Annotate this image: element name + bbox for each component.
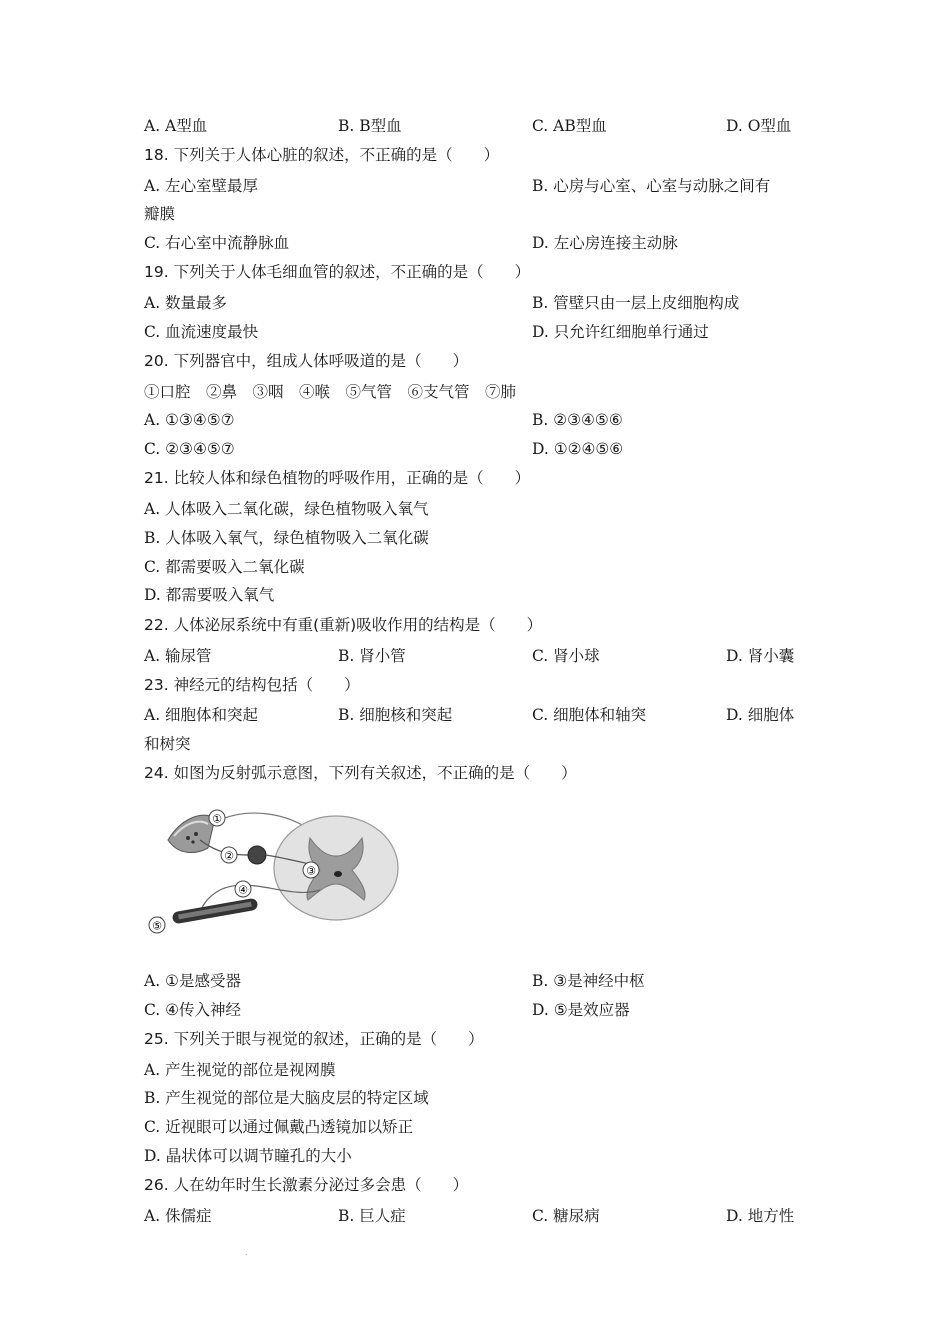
q18-stem: 18. 下列关于人体心脏的叙述，不正确的是（ ） bbox=[144, 146, 500, 164]
q21-option-d: D. 都需要吸入氧气 bbox=[144, 586, 275, 604]
q23-option-a: A. 细胞体和突起 bbox=[144, 706, 259, 724]
q23-option-c: C. 细胞体和轴突 bbox=[532, 706, 647, 724]
label-5-badge bbox=[146, 914, 168, 936]
q22-stem: 22. 人体泌尿系统中有重(重新)吸收作用的结构是（ ） bbox=[144, 616, 543, 634]
q25-option-a: A. 产生视觉的部位是视网膜 bbox=[144, 1061, 336, 1079]
label-3: ③ bbox=[306, 864, 316, 878]
q21-stem: 21. 比较人体和绿色植物的呼吸作用，正确的是（ ） bbox=[144, 469, 531, 487]
receptor-skin bbox=[168, 815, 215, 852]
q17-option-a: A. A型血 bbox=[144, 117, 208, 135]
q25-option-c: C. 近视眼可以通过佩戴凸透镜加以矫正 bbox=[144, 1118, 414, 1136]
q18-option-c: C. 右心室中流静脉血 bbox=[144, 234, 290, 252]
q23-option-d: D. 细胞体 bbox=[726, 706, 795, 724]
q23-option-b: B. 细胞核和突起 bbox=[338, 706, 453, 724]
q21-option-a: A. 人体吸入二氧化碳，绿色植物吸入氧气 bbox=[144, 500, 429, 518]
q19-option-d: D. 只允许红细胞单行通过 bbox=[532, 323, 709, 341]
q24-stem: 24. 如图为反射弧示意图，下列有关叙述，不正确的是（ ） bbox=[144, 764, 577, 782]
q24-option-c: C. ④传入神经 bbox=[144, 1001, 242, 1019]
q19-option-a: A. 数量最多 bbox=[144, 294, 228, 312]
q23-option-d-wrap: 和树突 bbox=[144, 735, 191, 753]
q20-stem: 20. 下列器官中，组成人体呼吸道的是（ ） bbox=[144, 352, 469, 370]
q20-option-d: D. ①②④⑤⑥ bbox=[532, 440, 624, 458]
q21-option-c: C. 都需要吸入二氧化碳 bbox=[144, 558, 305, 576]
q17-option-c: C. AB型血 bbox=[532, 117, 607, 135]
ganglion bbox=[248, 846, 266, 864]
effector-muscle bbox=[172, 898, 259, 925]
q25-option-d: D. 晶状体可以调节瞳孔的大小 bbox=[144, 1147, 352, 1165]
q26-option-c: C. 糖尿病 bbox=[532, 1207, 600, 1225]
nerve-arc-top bbox=[215, 813, 310, 830]
q20-option-b: B. ②③④⑤⑥ bbox=[532, 411, 623, 429]
q22-option-c: C. 肾小球 bbox=[532, 647, 600, 665]
reflex-arc-svg bbox=[160, 800, 405, 940]
label-1: ① bbox=[212, 812, 222, 826]
q20-option-c: C. ②③④⑤⑦ bbox=[144, 440, 235, 458]
q17-option-d: D. O型血 bbox=[726, 117, 792, 135]
q18-option-a: A. 左心室壁最厚 bbox=[144, 177, 259, 195]
q22-option-d: D. 肾小囊 bbox=[726, 647, 795, 665]
q24-option-a: A. ①是感受器 bbox=[144, 972, 241, 990]
q19-option-c: C. 血流速度最快 bbox=[144, 323, 259, 341]
q26-option-a: A. 侏儒症 bbox=[144, 1207, 212, 1225]
q20-option-a: A. ①③④⑤⑦ bbox=[144, 411, 235, 429]
q25-stem: 25. 下列关于眼与视觉的叙述，正确的是（ ） bbox=[144, 1030, 484, 1048]
q18-option-b-wrap: 瓣膜 bbox=[144, 205, 176, 223]
q26-option-b: B. 巨人症 bbox=[338, 1207, 406, 1225]
label-5: ⑤ bbox=[152, 919, 162, 933]
q22-option-a: A. 输尿管 bbox=[144, 647, 212, 665]
footer-mark: . bbox=[245, 1248, 248, 1257]
q20-items: ①口腔 ②鼻 ③咽 ④喉 ⑤气管 ⑥支气管 ⑦肺 bbox=[144, 383, 517, 401]
q26-stem: 26. 人在幼年时生长激素分泌过多会患（ ） bbox=[144, 1176, 469, 1194]
label-2: ② bbox=[224, 849, 234, 863]
q17-option-b: B. B型血 bbox=[338, 117, 402, 135]
q23-stem: 23. 神经元的结构包括（ ） bbox=[144, 676, 360, 694]
q24-option-b: B. ③是神经中枢 bbox=[532, 972, 645, 990]
reflex-arc-diagram bbox=[160, 800, 405, 940]
q19-option-b: B. 管壁只由一层上皮细胞构成 bbox=[532, 294, 740, 312]
spinal-cord bbox=[274, 816, 398, 920]
q25-option-b: B. 产生视觉的部位是大脑皮层的特定区域 bbox=[144, 1089, 429, 1107]
label-4: ④ bbox=[238, 883, 248, 897]
q18-option-b: B. 心房与心室、心室与动脉之间有 bbox=[532, 177, 771, 195]
q19-stem: 19. 下列关于人体毛细血管的叙述，不正确的是（ ） bbox=[144, 263, 531, 281]
q18-option-d: D. 左心房连接主动脉 bbox=[532, 234, 678, 252]
q21-option-b: B. 人体吸入氧气，绿色植物吸入二氧化碳 bbox=[144, 529, 429, 547]
q22-option-b: B. 肾小管 bbox=[338, 647, 406, 665]
q26-option-d: D. 地方性 bbox=[726, 1207, 795, 1225]
q24-option-d: D. ⑤是效应器 bbox=[532, 1001, 630, 1019]
